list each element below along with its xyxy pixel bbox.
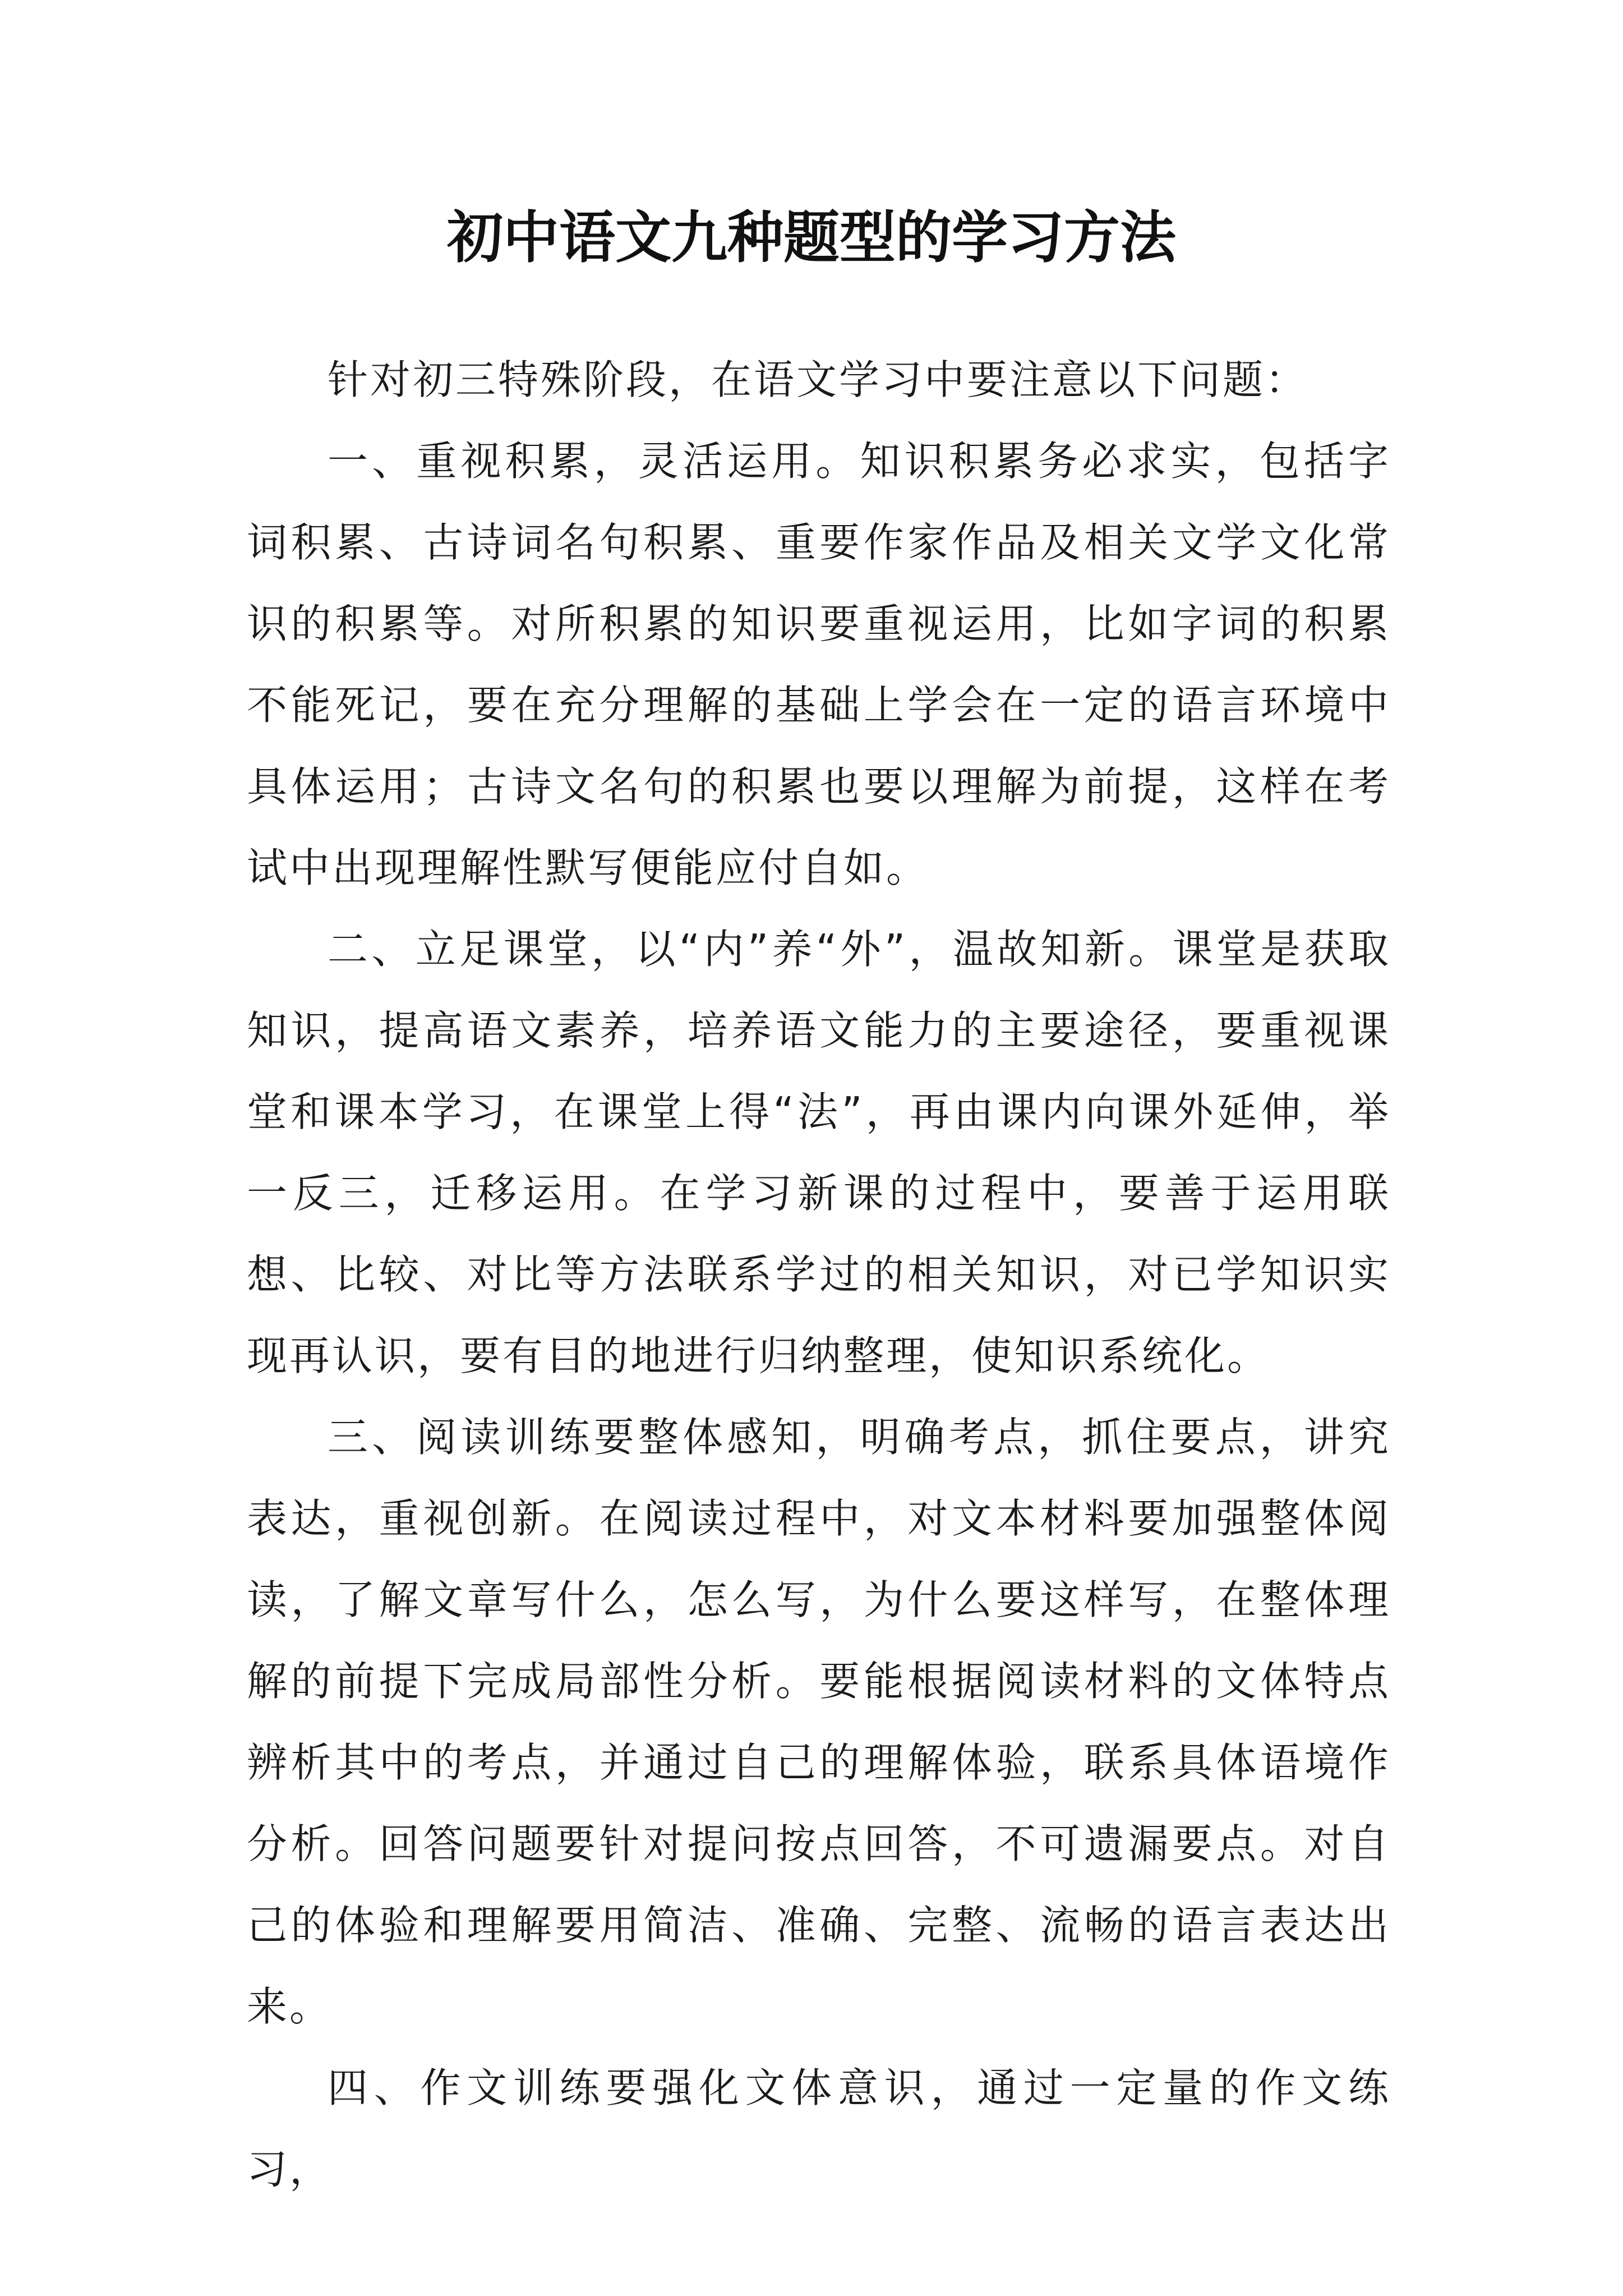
document-body [247, 339, 1391, 2210]
paragraph-section-3: 三、阅读训练要整体感知，明确考点，抓住要点，讲究表达，重视创新。在阅读过程中，对文本材料要加强整体阅读，了解文章写什么，怎么写，为什么要这样写，在整体理解的前提下完成局部性分析。要能根据阅读材料的文体特点辨析其中的考点，并通过自己的理解体验，联系具体语境作分析。回答问题要针对提问按点回答，不可遗漏要点。对自己的体验和理解要用简洁、准确、完整、流畅的语言表达出来。 [247, 1414, 1391, 2030]
document-title: 初中语文九种题型的学习方法 [447, 204, 1176, 270]
paragraph-section-4: 四、作文训练要强化文体意识，通过一定量的作文练习， [247, 2064, 1391, 2193]
paragraph-section-1: 一、重视积累，灵活运用。知识积累务必求实，包括字词积累、古诗词名句积累、重要作家作品及相关文学文化常识的积累等。对所积累的知识要重视运用，比如字词的积累不能死记，要在充分理解的基础上学会在一定的语言环境中具体运用；古诗文名句的积累也要以理解为前提，这样在考试中出现理解性默写便能应付自如。 [247, 438, 1391, 891]
paragraph-section-2: 二、立足课堂，以“内”养“外”，温故知新。课堂是获取知识，提高语文素养，培养语文能力的主要途径，要重视课堂和课本学习，在课堂上得“法”，再由课内向课外延伸，举一反三，迁移运用。在学习新课的过程中，要善于运用联想、比较、对比等方法联系学过的相关知识，对已学知识实现再认识，要有目的地进行归纳整理，使知识系统化。 [247, 926, 1391, 1379]
paragraph-intro: 针对初三特殊阶段，在语文学习中要注意以下问题： [328, 356, 1308, 403]
